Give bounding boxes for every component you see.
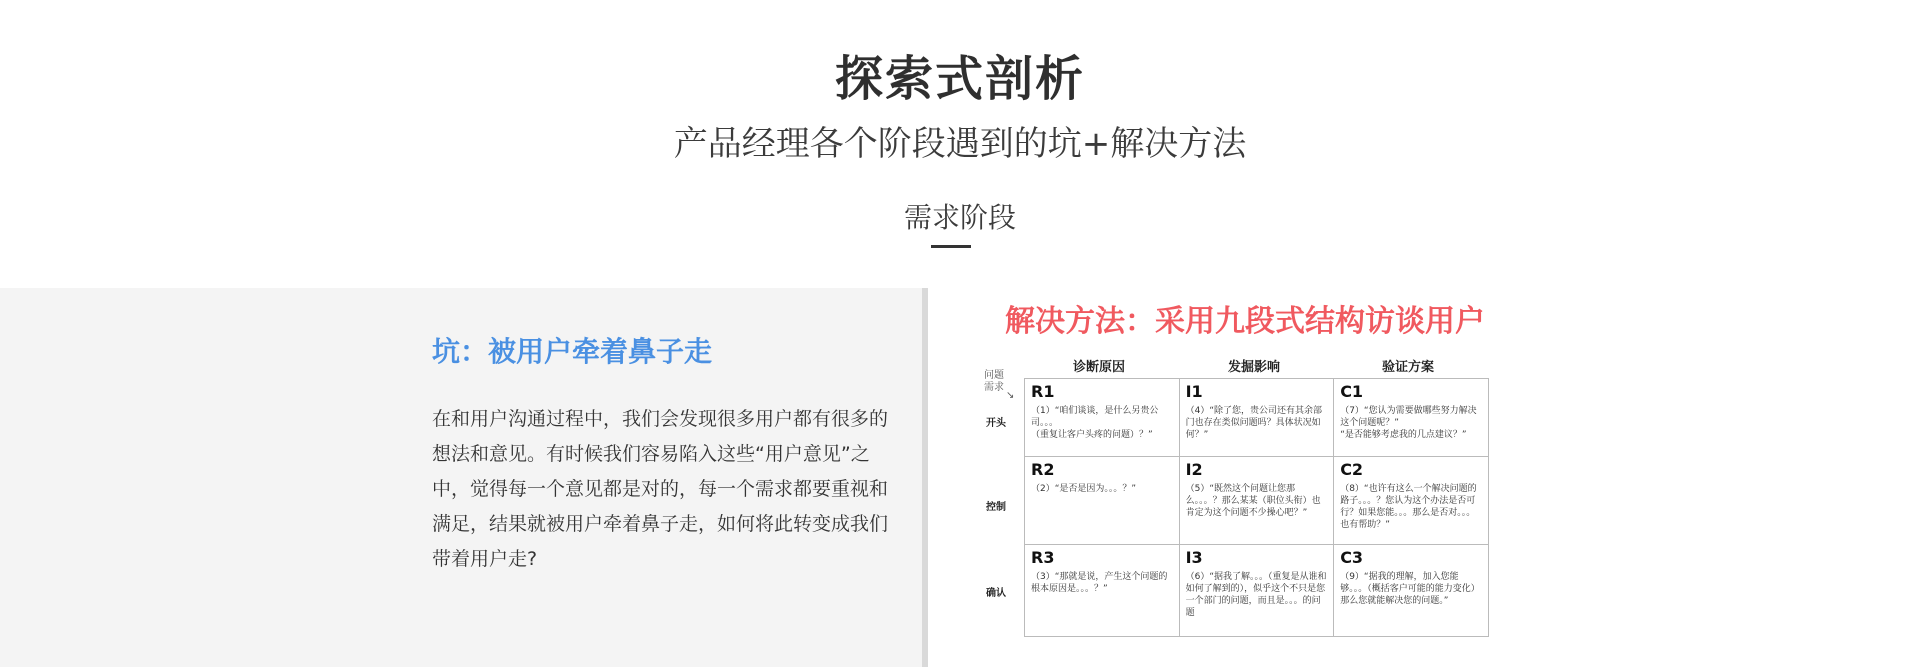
- section-heading: 需求阶段: [903, 201, 1016, 234]
- matrix-row: [1025, 545, 1489, 637]
- row-label-confirm: 确认: [986, 588, 1006, 599]
- page-subtitle: 产品经理各个阶段遇到的坑+解决方法: [673, 124, 1247, 164]
- column-header-diagnose: 诊断原因: [1072, 360, 1125, 375]
- section-underline: [931, 245, 971, 248]
- pit-title: 坑：被用户牵着鼻子走: [432, 335, 713, 368]
- panel-divider: [922, 288, 928, 667]
- matrix-row: [1025, 379, 1489, 457]
- cell-code: C3: [1340, 548, 1364, 567]
- cell-code: R3: [1031, 548, 1055, 567]
- cell-text: （1）“咱们谈谈，是什么另贵公司。。。 （重复让客户头疼的问题）？”: [1031, 406, 1159, 440]
- cell-text: （6）“据我了解。。。（重复是从谁和如何了解到的），似乎这个不只是您一个部门的问题，而且是。。。的问题: [1185, 572, 1327, 618]
- matrix-cell-c1: [1334, 379, 1489, 457]
- corner-arrow-icon: ↘: [1006, 390, 1015, 401]
- cell-code: R1: [1031, 382, 1055, 401]
- row-label-control: 控制: [986, 502, 1006, 513]
- nine-step-matrix: [980, 352, 1500, 637]
- cell-text: （9）“据我的理解，加入您能够。。。（概括客户可能的能力变化）那么您就能解决您的问题。”: [1340, 572, 1480, 606]
- matrix-grid: [1024, 378, 1489, 637]
- cell-code: I2: [1185, 460, 1203, 479]
- matrix-row: [1025, 457, 1489, 545]
- matrix-cell-r3: [1025, 545, 1180, 637]
- matrix-cell-i2: [1180, 457, 1335, 545]
- matrix-cell-c2: [1334, 457, 1489, 545]
- cell-text: （2）“是否是因为。。。？”: [1031, 484, 1137, 494]
- cell-text: （5）“既然这个问题让您那么。。。？那么某某（职位头衔）也肯定为这个问题不少操心吧？”: [1185, 484, 1321, 518]
- page-title: 探索式剖析: [834, 51, 1085, 107]
- matrix-cell-i3: [1180, 545, 1335, 637]
- matrix-corner-label: 问题 需求: [984, 370, 1004, 393]
- cell-text: （7）“您认为需要做哪些努力解决这个问题呢？” “是否能够考虑我的几点建议？”: [1340, 406, 1477, 440]
- cell-code: I3: [1185, 548, 1203, 567]
- cell-text: （3）“那就是说，产生这个问题的根本原因是。。。？”: [1031, 572, 1168, 594]
- matrix-cell-r2: [1025, 457, 1180, 545]
- cell-code: I1: [1185, 382, 1203, 401]
- cell-code: R2: [1031, 460, 1055, 479]
- cell-code: C1: [1340, 382, 1364, 401]
- cell-code: C2: [1340, 460, 1364, 479]
- matrix-cell-i1: [1180, 379, 1335, 457]
- cell-text: （4）“除了您，贵公司还有其余部门也存在类似问题吗？具体状况如何？”: [1185, 406, 1322, 440]
- pit-description: 在和用户沟通过程中，我们会发现很多用户都有很多的想法和意见。有时候我们容易陷入这些“用户意见”之中，觉得每一个意见都是对的，每一个需求都要重视和满足，结果就被用户牵着鼻子走，如何将此转变成我们带着用户走?: [432, 408, 889, 570]
- row-label-open: 开头: [986, 418, 1006, 429]
- column-header-impact: 发掘影响: [1227, 360, 1280, 375]
- matrix-cell-r1: [1025, 379, 1180, 457]
- matrix-cell-c3: [1334, 545, 1489, 637]
- cell-text: （8）“也许有这么一个解决问题的路子。。。？您认为这个办法是否可行？如果您能。。。那么是否对。。。也有帮助？”: [1340, 484, 1477, 530]
- column-header-verify: 验证方案: [1381, 360, 1434, 375]
- solution-title: 解决方法：采用九段式结构访谈用户: [1005, 304, 1485, 339]
